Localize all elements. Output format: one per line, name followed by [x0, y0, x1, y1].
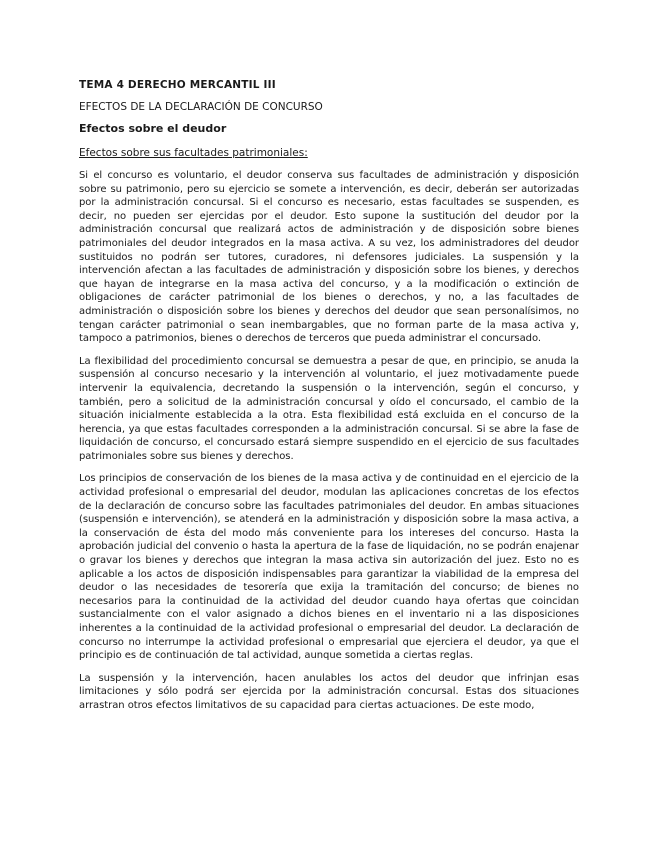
document-subtitle: EFECTOS DE LA DECLARACIÓN DE CONCURSO	[79, 101, 323, 113]
section-heading: Efectos sobre el deudor	[79, 122, 227, 135]
subsection-heading: Efectos sobre sus facultades patrimoniales:	[79, 147, 308, 159]
paragraph-1: Si el concurso es voluntario, el deudor conserva sus facultades de administración y disposición sobre su patrimonio, pero su ejercicio se somete a intervención, es decir, deberán ser autorizadas por la administración concursal. Si el concurso es necesario, estas facultades se suspenden, es decir, no pueden ser ejercidas por el deudor. Esto supone la sustitución del deudor por la administración concursal que realizará actos de administración y de disposición sobre bienes patrimoniales del deudor integrados en la masa activa. A su vez, los administradores del deudor sustituidos no podrán ser tutores, curadores, ni defensores judiciales. La suspensión y la intervención afectan a las facultades de administración y disposición sobre los bienes, y derechos que hayan de integrarse en la masa activa del concurso, y a la modificación o extinción de obligaciones de carácter patrimonial de los bienes o derechos, y no, a las facultades de administración o disposición sobre los bienes y derechos del deudor que sean personalísimos, no tengan carácter patrimonial o sean inembargables, que no forman parte de la masa activa y, tampoco a patrimonios, bienes o derechos de terceros que pueda administrar el concursado.	[79, 170, 579, 345]
document-page	[79, 78, 579, 722]
paragraph-4: La suspensión y la intervención, hacen anulables los actos del deudor que infrinjan esas limitaciones y sólo podrá ser ejercida por la administración concursal. Estas dos situaciones arrastran otros efectos limitativos de su capacidad para ciertas actuaciones. De este modo,	[79, 672, 579, 711]
paragraph-2: La flexibilidad del procedimiento concursal se demuestra a pesar de que, en principio, se anuda la suspensión al concurso necesario y la intervención al voluntario, el juez motivadamente puede intervenir la equivalencia, decretando la suspensión o la intervención, según el concurso, y también, pero a solicitud de la administración concursal y oído el concursado, el cambio de la situación inicialmente establecida a la otra. Esta flexibilidad está excluida en el concurso de la herencia, ya que estas facultades corresponden a la administración concursal. Si se abre la fase de liquidación de concurso, el concursado estará siempre suspendido en el ejercicio de sus facultades patrimoniales sobre sus bienes y derechos.	[79, 355, 579, 462]
paragraph-3: Los principios de conservación de los bienes de la masa activa y de continuidad en el ejercicio de la actividad profesional o empresarial del deudor, modulan las aplicaciones concretas de los efectos de la declaración de concurso sobre las facultades patrimoniales del deudor. En ambas situaciones (suspensión e intervención), se atenderá en la administración y disposición sobre la masa activa, a la conservación de ésta del modo más conveniente para los intereses del concurso. Hasta la aprobación judicial del convenio o hasta la apertura de la fase de liquidación, no se podrán enajenar o gravar los bienes y derechos que integran la masa activa sin autorización del juez. Esto no es aplicable a los actos de disposición indispensables para garantizar la viabilidad de la empresa del deudor o las necesidades de tesorería que exija la tramitación del concurso; de bienes no necesarios para la continuidad de la actividad del deudor cuando haya ofertas que coincidan sustancialmente con el valor asignado a dichos bienes en el inventario ni a las disposiciones inherentes a la continuidad de la actividad profesional o empresarial del deudor. La declaración de concurso no interrumpe la actividad profesional o empresarial que ejerciera el deudor, ya que el principio es de continuación de tal actividad, aunque sometida a ciertas reglas.	[79, 473, 579, 662]
document-title: TEMA 4 DERECHO MERCANTIL III	[79, 79, 276, 91]
